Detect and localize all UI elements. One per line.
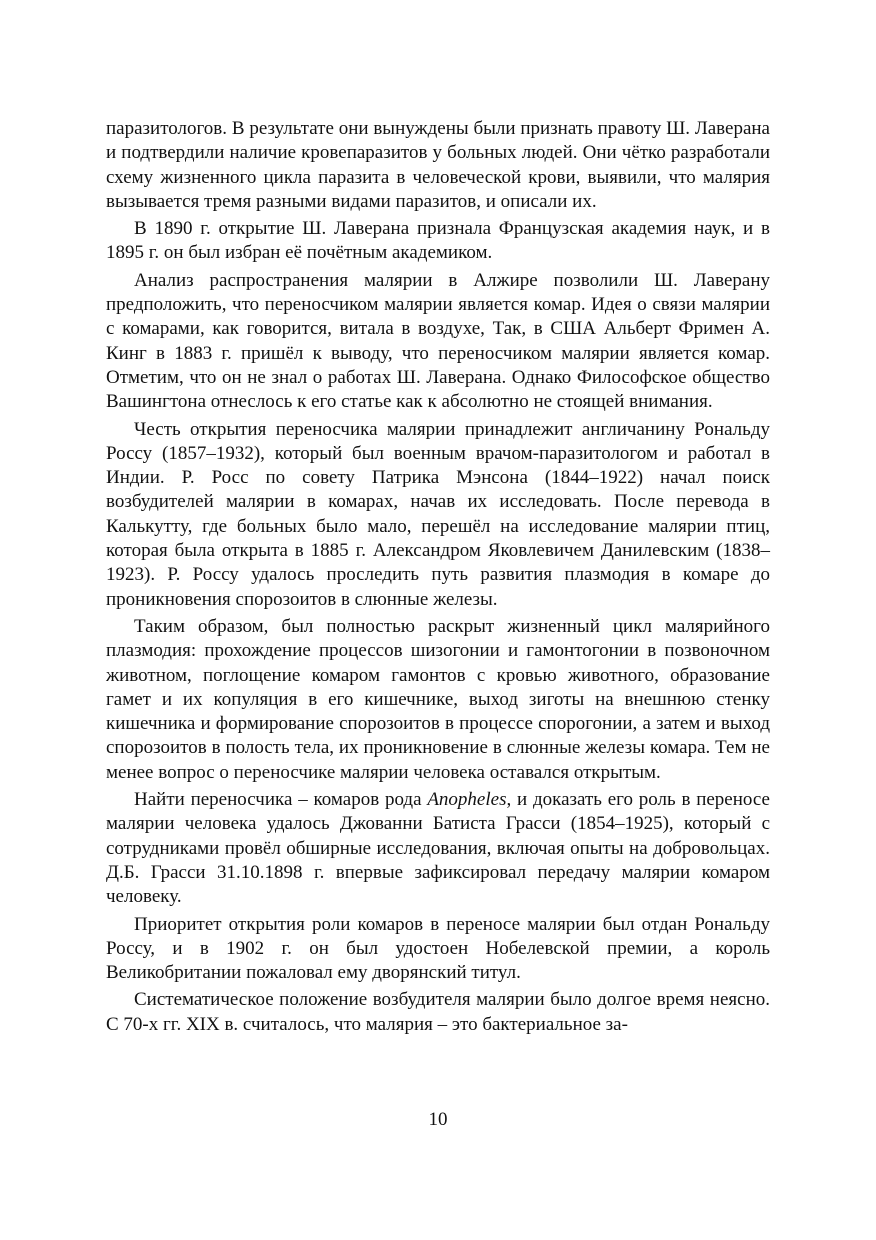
paragraph-text: Таким образом, был полностью раскрыт жизненный цикл малярийного плазмодия: прохождение процессов шизогонии и гамонтогонии в позвоночном животном, поглощение комаром гамонтов с кровью животного, образование гамет и их копуляция в его кишечнике, выход зиготы на внешнюю стенку кишечника и формирование спорозоитов в процессе спорогонии, а затем и выход спорозоитов в полость тела, их проникновение в слюнные железы комара. Тем не менее вопрос о переносчике малярии человека оставался открытым. (106, 615, 770, 783)
paragraph (106, 615, 770, 785)
paragraph-text: , и доказать его роль в переносе малярии человека удалось Джованни Батиста Грасси (1854–1925), который с сотрудниками провёл обширные исследования, включая опыты на добровольцах. Д.Б. Грасси 31.10.1898 г. впервые зафиксировал передачу малярии комаром человеку. (106, 789, 770, 908)
paragraph-text: паразитологов. В результате они вынуждены были признать правоту Ш. Лаверана и подтвердили наличие кровепаразитов у больных людей. Они чётко разработали схему жизненного цикла паразита в человеческой крови, выявили, что малярия вызывается тремя разными видами паразитов, и описали их. (106, 118, 770, 212)
paragraph-text: Найти переносчика – комаров рода (134, 789, 428, 811)
paragraph (106, 913, 770, 986)
page-number: 10 (428, 1109, 448, 1130)
paragraph (106, 117, 770, 214)
paragraph-text: Анализ распространения малярии в Алжире позволили Ш. Лаверану предположить, что переносчиком малярии является комар. Идея о связи малярии с комарами, как говорится, витала в воздухе, Так, в США Альберт Фримен А. Кинг в 1883 г. пришёл к выводу, что переносчиком малярии является комар. Отметим, что он не знал о работах Ш. Лаверана. Однако Философское общество Вашингтона отнеслось к его статье как к абсолютно не стоящей внимания. (106, 269, 770, 413)
paragraph (106, 788, 770, 909)
paragraph (106, 418, 770, 612)
paragraph-text: Систематическое положение возбудителя малярии было долгое время неясно. С 70-х гг. XIX в. считалось, что малярия – это бактериальное за- (106, 989, 770, 1035)
paragraph-text: Честь открытия переносчика малярии принадлежит англичанину Рональду Россу (1857–1932), который был военным врачом-паразитологом и работал в Индии. Р. Росс по совету Патрика Мэнсона (1844–1922) начал поиск возбудителей малярии в комарах, начав их исследовать. После перевода в Калькутту, где больных было мало, перешёл на исследование малярии птиц, которая была открыта в 1885 г. Александром Яковлевичем Данилевским (1838–1923). Р. Россу удалось проследить путь развития плазмодия в комаре до проникновения спорозоитов в слюнные железы. (106, 418, 770, 610)
paragraph (106, 269, 770, 415)
paragraph (106, 217, 770, 266)
document-body (106, 117, 770, 1040)
paragraph (106, 988, 770, 1037)
italic-term: Anopheles (427, 789, 507, 811)
paragraph-text: В 1890 г. открытие Ш. Лаверана признала Французская академия наук, и в 1895 г. он был избран её почётным академиком. (106, 218, 770, 264)
paragraph-text: Приоритет открытия роли комаров в переносе малярии был отдан Рональду Россу, и в 1902 г. он был удостоен Нобелевской премии, а король Великобритании пожаловал ему дворянский титул. (106, 913, 770, 984)
